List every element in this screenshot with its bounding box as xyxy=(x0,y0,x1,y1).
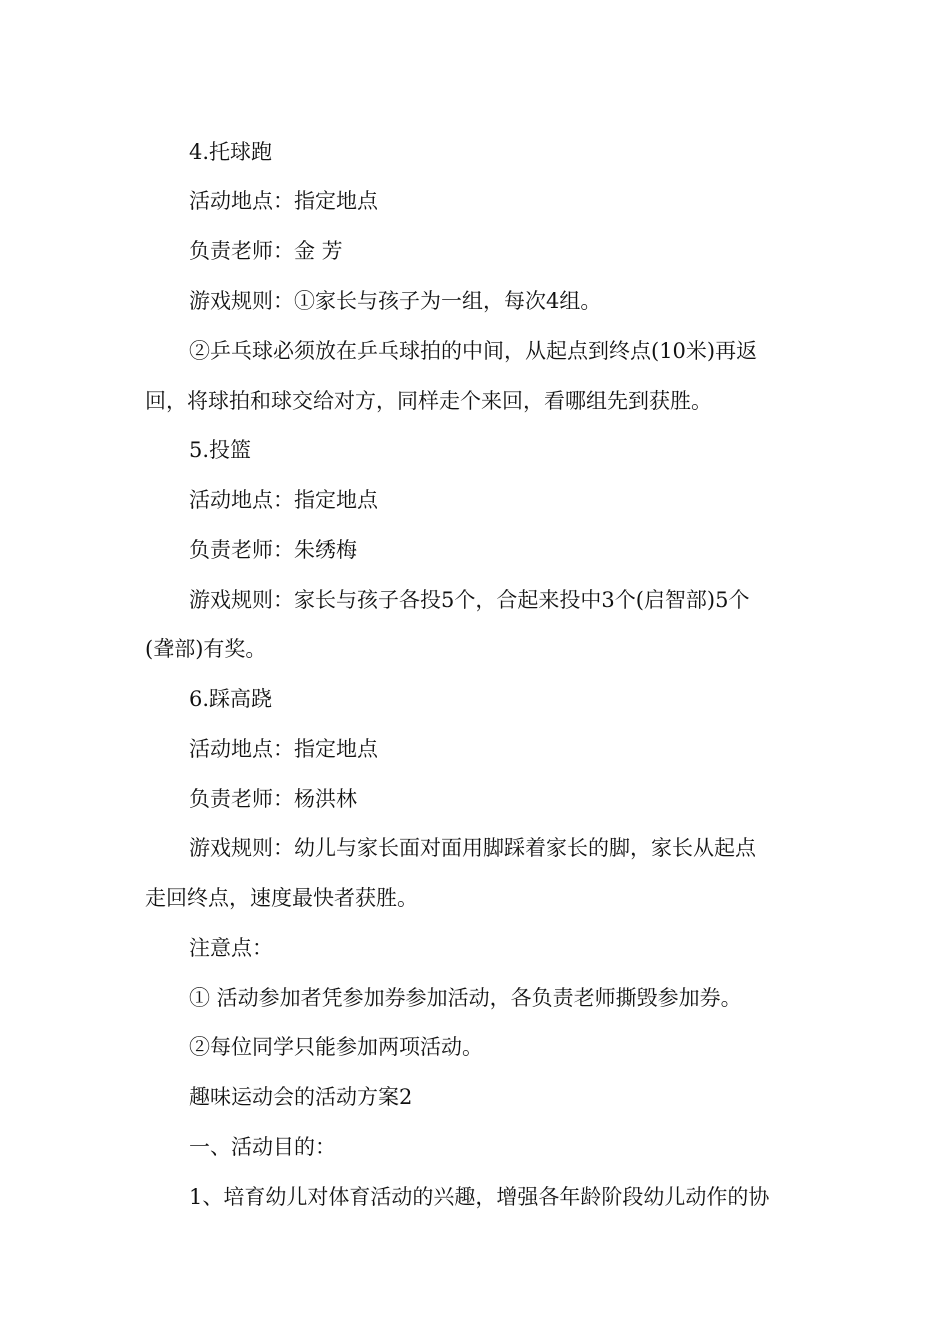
heading-tuoqiupao: 4.托球跑 xyxy=(189,140,273,164)
paragraph: 负责老师：金 芳 xyxy=(189,239,343,263)
paragraph: ②每位同学只能参加两项活动。 xyxy=(189,1035,483,1059)
paragraph: 1、培育幼儿对体育活动的兴趣，增强各年龄阶段幼儿动作的协 xyxy=(189,1185,770,1209)
paragraph: 注意点： xyxy=(189,936,273,960)
section-title: 趣味运动会的活动方案2 xyxy=(189,1085,413,1109)
paragraph: 游戏规则：幼儿与家长面对面用脚踩着家长的脚，家长从起点 xyxy=(189,836,756,860)
paragraph: 活动地点：指定地点 xyxy=(189,737,378,761)
paragraph: ②乒乓球必须放在乒乓球拍的中间，从起点到终点(10米)再返 xyxy=(189,339,758,363)
paragraph: 一、活动目的： xyxy=(189,1135,336,1159)
paragraph-continuation: (聋部)有奖。 xyxy=(145,637,267,661)
paragraph: 游戏规则：家长与孩子各投5个，合起来投中3个(启智部)5个 xyxy=(189,588,750,612)
paragraph: 活动地点：指定地点 xyxy=(189,189,378,213)
heading-toulan: 5.投篮 xyxy=(189,438,252,462)
paragraph: 负责老师：杨洪林 xyxy=(189,787,357,811)
paragraph: 游戏规则：①家长与孩子为一组，每次4组。 xyxy=(189,289,602,313)
heading-caigaoqiao: 6.踩高跷 xyxy=(189,687,273,711)
paragraph-continuation: 走回终点，速度最快者获胜。 xyxy=(145,886,418,910)
paragraph: 活动地点：指定地点 xyxy=(189,488,378,512)
paragraph: ① 活动参加者凭参加券参加活动，各负责老师撕毁参加券。 xyxy=(189,986,742,1010)
paragraph: 负责老师：朱绣梅 xyxy=(189,538,357,562)
paragraph-continuation: 回，将球拍和球交给对方，同样走个来回，看哪组先到获胜。 xyxy=(145,389,712,413)
